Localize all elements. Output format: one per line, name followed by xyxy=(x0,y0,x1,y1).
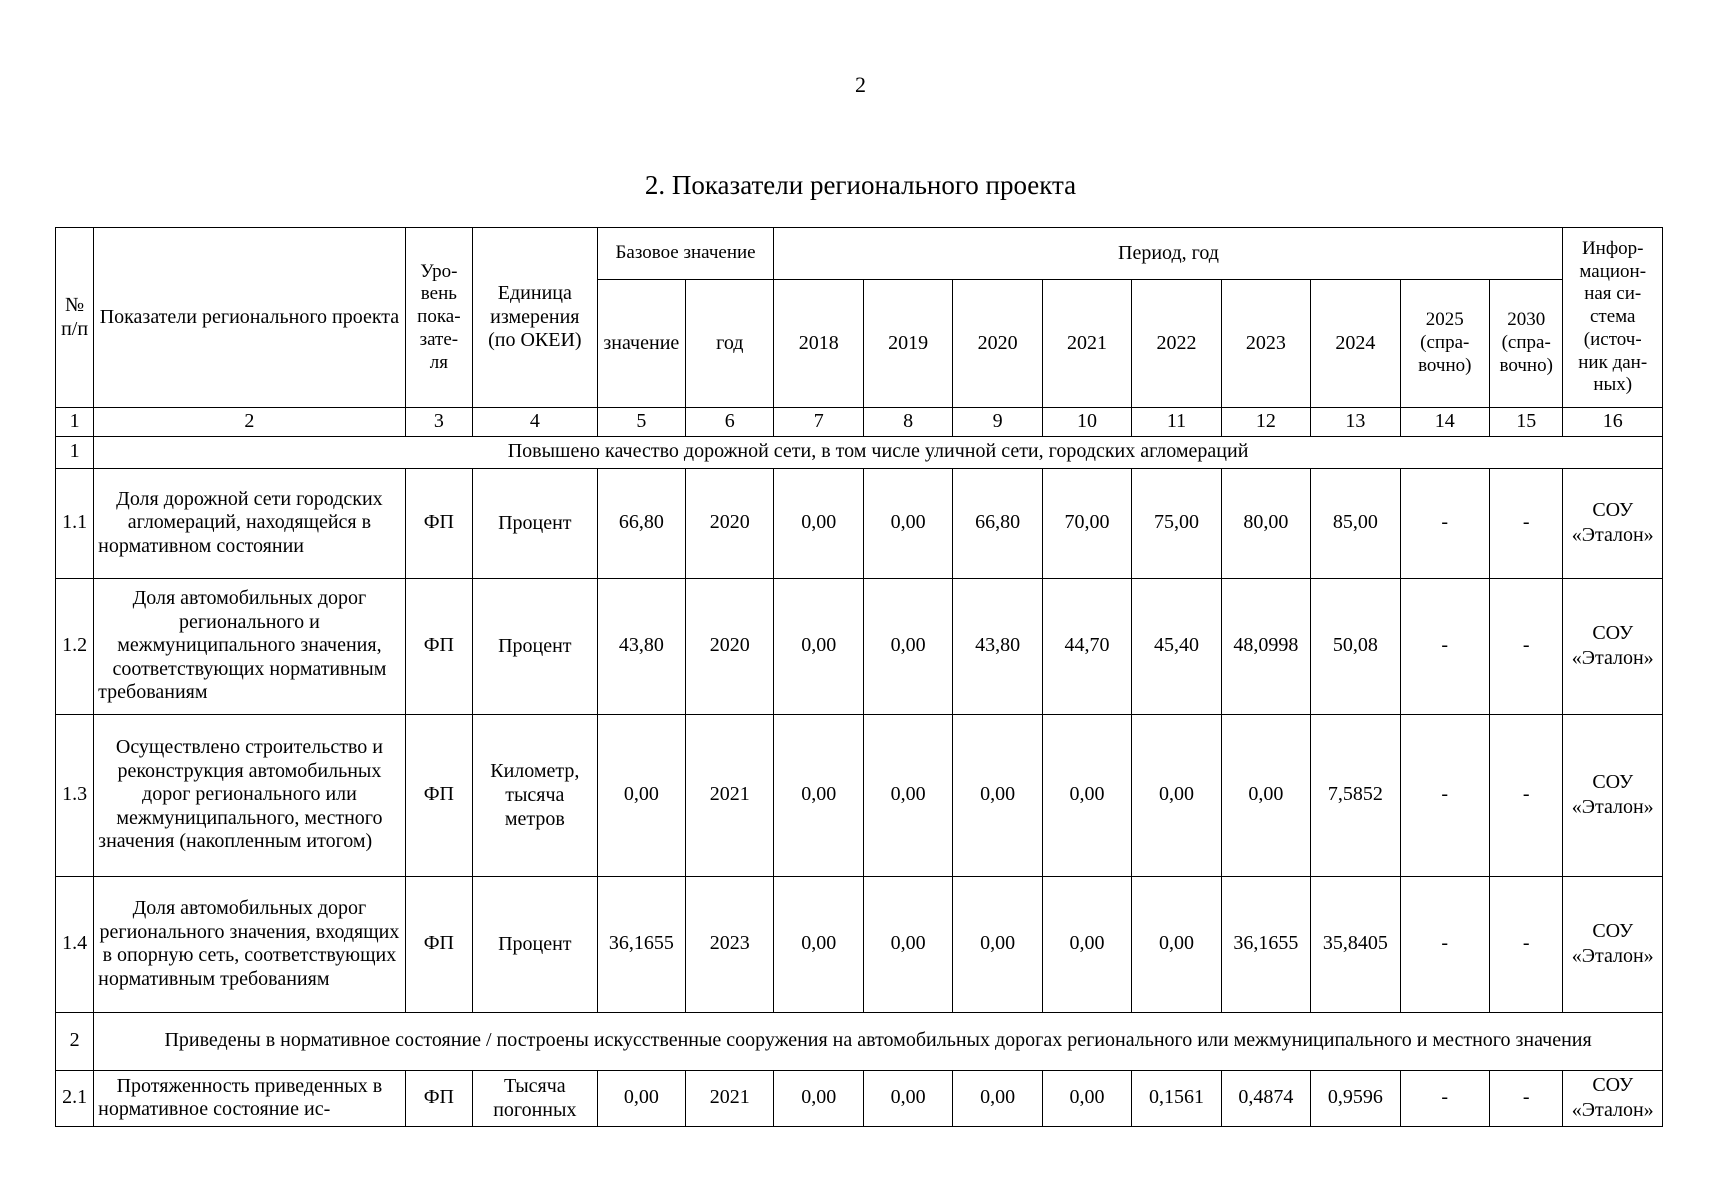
year-value: 0,00 xyxy=(774,1070,863,1126)
row-num: 2.1 xyxy=(56,1070,94,1126)
value-2030: - xyxy=(1489,876,1562,1012)
year-value: 48,0998 xyxy=(1221,578,1310,714)
year-value: 0,00 xyxy=(1042,1070,1131,1126)
indicator-unit: Процент xyxy=(473,578,598,714)
column-number: 14 xyxy=(1400,408,1489,437)
header-year-2030: 2030 (спра- вочно) xyxy=(1489,280,1562,408)
base-value: 0,00 xyxy=(597,714,685,876)
data-source: СОУ «Эталон» xyxy=(1563,714,1663,876)
header-level: Уро- вень пока- зате- ля xyxy=(405,228,472,408)
header-year: 2023 xyxy=(1221,280,1310,408)
data-source: СОУ «Эталон» xyxy=(1563,1070,1663,1126)
base-year: 2021 xyxy=(686,1070,774,1126)
year-value: 0,00 xyxy=(953,876,1042,1012)
year-value: 75,00 xyxy=(1132,468,1221,578)
value-2025: - xyxy=(1400,468,1489,578)
year-value: 0,00 xyxy=(774,578,863,714)
section-title-text: Приведены в нормативное состояние / построены искусственные сооружения на автомобильных дорогах регионального или межмуниципального и местного значения xyxy=(94,1012,1663,1070)
header-period: Период, год xyxy=(774,228,1563,280)
year-value: 85,00 xyxy=(1311,468,1400,578)
column-number: 6 xyxy=(686,408,774,437)
year-value: 0,9596 xyxy=(1311,1070,1400,1126)
year-value: 44,70 xyxy=(1042,578,1131,714)
year-value: 43,80 xyxy=(953,578,1042,714)
year-value: 0,00 xyxy=(863,1070,952,1126)
section-num: 1 xyxy=(56,436,94,468)
row-num: 1.1 xyxy=(56,468,94,578)
indicator-level: ФП xyxy=(405,1070,472,1126)
indicator-unit: Процент xyxy=(473,876,598,1012)
header-row-top xyxy=(56,228,1663,280)
value-2025: - xyxy=(1400,876,1489,1012)
column-number: 9 xyxy=(953,408,1042,437)
section-row-2 xyxy=(56,1012,1663,1070)
year-value: 0,00 xyxy=(863,468,952,578)
year-value: 0,1561 xyxy=(1132,1070,1221,1126)
column-number: 11 xyxy=(1132,408,1221,437)
year-value: 0,00 xyxy=(1132,876,1221,1012)
header-info-system: Инфор- мацион- ная си- стема (источ- ник дан- ных) xyxy=(1563,228,1663,408)
year-value: 35,8405 xyxy=(1311,876,1400,1012)
year-value: 0,00 xyxy=(953,714,1042,876)
page-number: 2 xyxy=(855,72,866,97)
section-row-1 xyxy=(56,436,1663,468)
base-value: 0,00 xyxy=(597,1070,685,1126)
column-number: 5 xyxy=(597,408,685,437)
indicator-unit: Процент xyxy=(473,468,598,578)
year-value: 0,00 xyxy=(1042,714,1131,876)
value-2030: - xyxy=(1489,1070,1562,1126)
header-year-2025: 2025 (спра- вочно) xyxy=(1400,280,1489,408)
value-2025: - xyxy=(1400,1070,1489,1126)
column-number: 1 xyxy=(56,408,94,437)
base-value: 36,1655 xyxy=(597,876,685,1012)
column-number: 2 xyxy=(94,408,406,437)
table-row xyxy=(56,714,1663,876)
indicator-level: ФП xyxy=(405,714,472,876)
indicator-name: Доля автомобильных дорог регионального значения, входящих в опорную сеть, соответствующих нормативным требованиям xyxy=(94,876,406,1012)
year-value: 36,1655 xyxy=(1221,876,1310,1012)
base-year: 2023 xyxy=(686,876,774,1012)
base-value: 66,80 xyxy=(597,468,685,578)
year-value: 0,00 xyxy=(1132,714,1221,876)
row-num: 1.2 xyxy=(56,578,94,714)
header-year: 2021 xyxy=(1042,280,1131,408)
table-row xyxy=(56,578,1663,714)
section-num: 2 xyxy=(56,1012,94,1070)
year-value: 45,40 xyxy=(1132,578,1221,714)
year-value: 0,00 xyxy=(863,578,952,714)
header-name: Показатели регионального проекта xyxy=(94,228,406,408)
year-value: 66,80 xyxy=(953,468,1042,578)
indicator-level: ФП xyxy=(405,468,472,578)
year-value: 0,00 xyxy=(774,714,863,876)
year-value: 0,00 xyxy=(1042,876,1131,1012)
column-number: 15 xyxy=(1489,408,1562,437)
year-value: 0,4874 xyxy=(1221,1070,1310,1126)
year-value: 0,00 xyxy=(953,1070,1042,1126)
header-unit: Единица измерения (по ОКЕИ) xyxy=(473,228,598,408)
column-number: 13 xyxy=(1311,408,1400,437)
year-value: 80,00 xyxy=(1221,468,1310,578)
year-value: 0,00 xyxy=(774,468,863,578)
section-title-text: Повышено качество дорожной сети, в том числе уличной сети, городских агломераций xyxy=(94,436,1663,468)
row-num: 1.4 xyxy=(56,876,94,1012)
indicator-name: Осуществлено строительство и реконструкция автомобильных дорог регионального или межмуниципального, местного значения (накопленным итогом) xyxy=(94,714,406,876)
indicators-table xyxy=(55,227,1663,1127)
data-source: СОУ «Эталон» xyxy=(1563,876,1663,1012)
header-base: Базовое значение xyxy=(597,228,774,280)
table-row xyxy=(56,468,1663,578)
data-source: СОУ «Эталон» xyxy=(1563,468,1663,578)
column-number: 12 xyxy=(1221,408,1310,437)
column-number: 8 xyxy=(863,408,952,437)
base-year: 2021 xyxy=(686,714,774,876)
indicator-name: Доля автомобильных дорог регионального и межмуниципального значения, соответствующих нормативным требованиям xyxy=(94,578,406,714)
row-num: 1.3 xyxy=(56,714,94,876)
year-value: 70,00 xyxy=(1042,468,1131,578)
year-value: 7,5852 xyxy=(1311,714,1400,876)
table-row xyxy=(56,1070,1663,1126)
value-2025: - xyxy=(1400,578,1489,714)
column-number: 4 xyxy=(473,408,598,437)
year-value: 0,00 xyxy=(863,714,952,876)
header-year: 2018 xyxy=(774,280,863,408)
header-year: 2019 xyxy=(863,280,952,408)
header-num: № п/п xyxy=(56,228,94,408)
column-number: 16 xyxy=(1563,408,1663,437)
table-row xyxy=(56,876,1663,1012)
header-base-year: год xyxy=(686,280,774,408)
value-2030: - xyxy=(1489,468,1562,578)
base-value: 43,80 xyxy=(597,578,685,714)
indicator-unit: Тысяча погонных xyxy=(473,1070,598,1126)
base-year: 2020 xyxy=(686,468,774,578)
column-number: 3 xyxy=(405,408,472,437)
value-2030: - xyxy=(1489,578,1562,714)
value-2030: - xyxy=(1489,714,1562,876)
year-value: 0,00 xyxy=(863,876,952,1012)
header-year: 2020 xyxy=(953,280,1042,408)
year-value: 50,08 xyxy=(1311,578,1400,714)
indicator-level: ФП xyxy=(405,876,472,1012)
header-base-value: значение xyxy=(597,280,685,408)
year-value: 0,00 xyxy=(774,876,863,1012)
indicator-name: Доля дорожной сети городских агломераций, находящейся в нормативном состоянии xyxy=(94,468,406,578)
indicator-name: Протяженность приведенных в нормативное состояние ис- xyxy=(94,1070,406,1126)
header-year: 2024 xyxy=(1311,280,1400,408)
indicator-unit: Километр, тысяча метров xyxy=(473,714,598,876)
base-year: 2020 xyxy=(686,578,774,714)
year-value: 0,00 xyxy=(1221,714,1310,876)
section-title: 2. Показатели регионального проекта xyxy=(644,170,1077,200)
value-2025: - xyxy=(1400,714,1489,876)
header-year: 2022 xyxy=(1132,280,1221,408)
column-number: 10 xyxy=(1042,408,1131,437)
indicator-level: ФП xyxy=(405,578,472,714)
data-source: СОУ «Эталон» xyxy=(1563,578,1663,714)
column-number-row xyxy=(56,408,1663,437)
column-number: 7 xyxy=(774,408,863,437)
